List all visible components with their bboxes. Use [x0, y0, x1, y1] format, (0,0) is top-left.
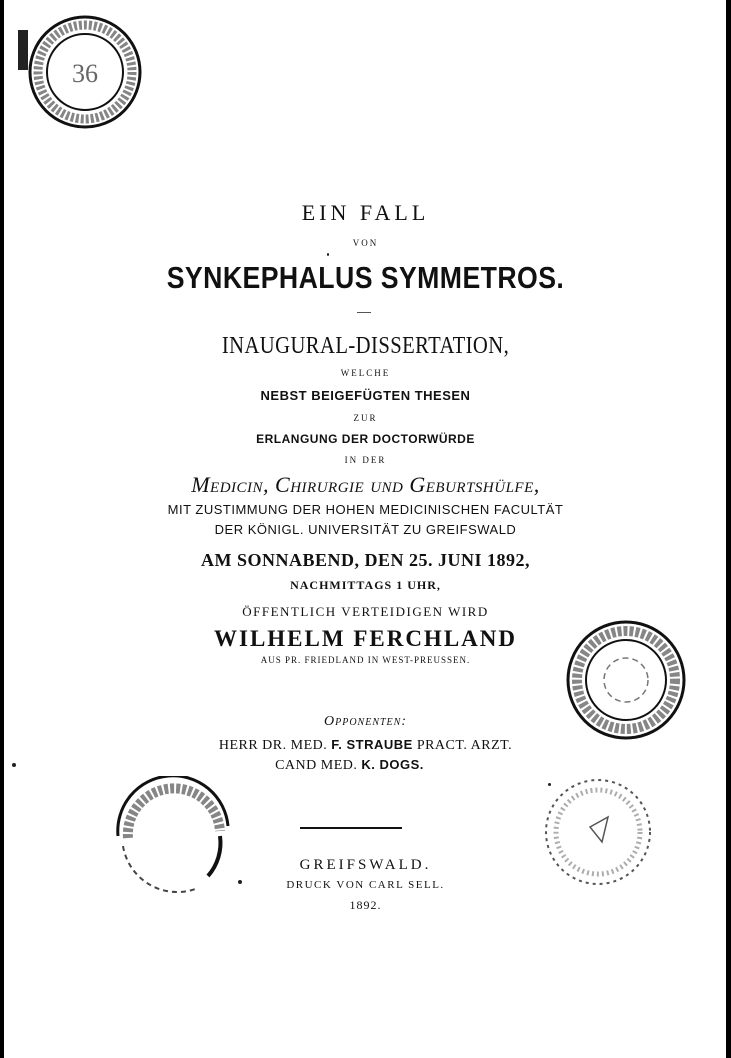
title-line-1: EIN FALL	[301, 200, 430, 225]
scan-speck	[327, 253, 329, 256]
dissertation-heading: INAUGURAL-DISSERTATION,	[221, 333, 510, 359]
library-stamp-top-left	[10, 10, 150, 130]
academy-stamp-bottom-left	[108, 776, 238, 896]
public-defense-line: ÖFFENTLICH VERTEIDIGEN WIRD	[242, 604, 489, 619]
opponent-1-name: F. STRAUBE	[331, 737, 413, 752]
opponent-1-suffix: PRACT. ARZT.	[416, 738, 513, 753]
doctorate-line: ERLANGUNG DER DOCTORWÜRDE	[256, 432, 475, 446]
opponent-1	[0, 737, 731, 754]
imprint-year: 1892.	[349, 898, 382, 912]
opponent-2-prefix: CAND MED.	[275, 758, 358, 773]
connector-von: VON	[352, 238, 379, 248]
opponent-1-prefix: HERR DR. MED.	[218, 738, 328, 753]
imprint-printer: DRUCK VON CARL SELL.	[286, 879, 445, 891]
university-line: DER KÖNIGL. UNIVERSITÄT ZU GREIFSWALD	[214, 522, 517, 537]
library-stamp-bottom-right	[530, 772, 660, 892]
defense-date: AM SONNABEND, DEN 25. JUNI 1892,	[200, 550, 530, 570]
connector-welche: WELCHE	[340, 368, 391, 378]
main-title: SYNKEPHALUS SYMMETROS.	[166, 260, 565, 295]
connector-in-der: IN DER	[344, 455, 387, 465]
short-rule	[357, 312, 371, 313]
opponents-heading: Opponenten:	[324, 714, 407, 729]
theses-line: NEBST BEIGEFÜGTEN THESEN	[260, 388, 471, 403]
opponent-2	[0, 757, 715, 774]
fields-line: Medicin, Chirurgie und Geburtshülfe,	[191, 472, 540, 497]
scan-speck	[548, 783, 551, 786]
author-name: WILHELM FERCHLAND	[214, 626, 517, 651]
imprint-place: GREIFSWALD.	[299, 857, 432, 873]
defense-time: NACHMITTAGS 1 UHR,	[290, 578, 441, 592]
divider-rule	[300, 827, 402, 829]
stamp-number: 36	[72, 59, 98, 88]
connector-zur: ZUR	[353, 413, 378, 423]
opponent-2-name: K. DOGS.	[361, 757, 424, 772]
author-origin: AUS PR. FRIEDLAND IN WEST-PREUSSEN.	[260, 655, 471, 665]
faculty-consent-line: MIT ZUSTIMMUNG DER HOHEN MEDICINISCHEN FACULTÄT	[167, 502, 564, 517]
